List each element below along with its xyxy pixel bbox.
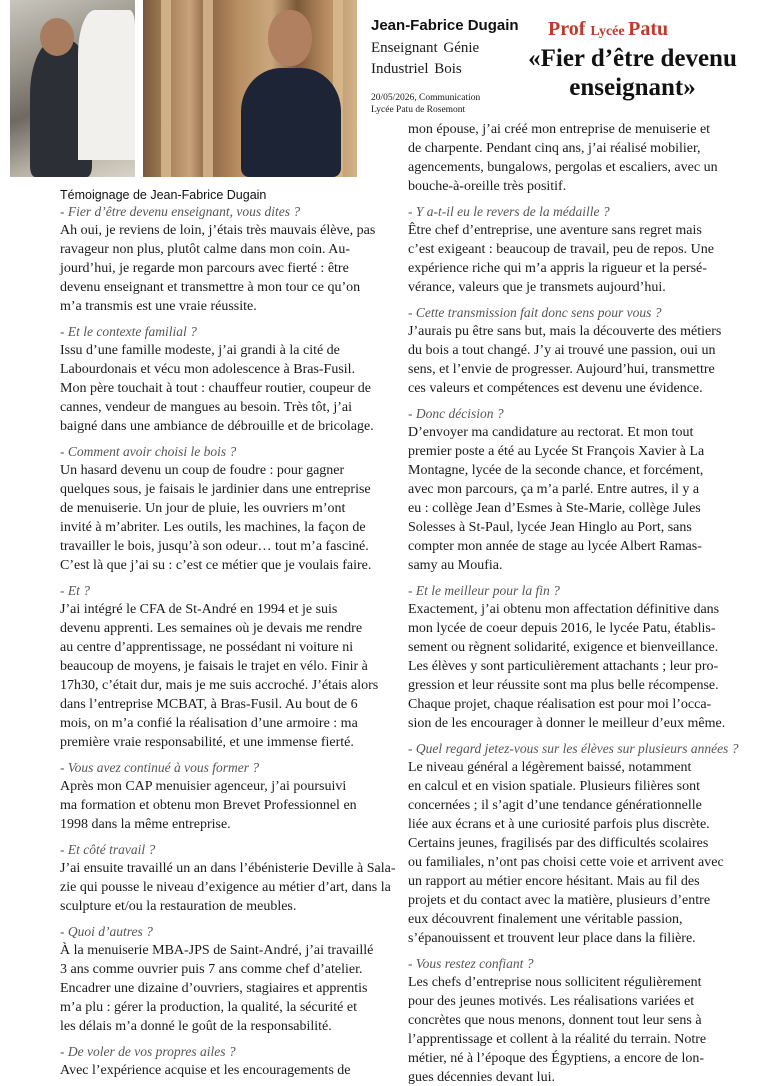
answer-line: dans l’entreprise MCBAT, à Bras-Fusil. Au bout de 6 [60, 697, 358, 712]
answer-line: J’aurais pu être sans but, mais la découverte des métiers [408, 324, 722, 339]
answer-line: J’ai intégré le CFA de St-André en 1994 et je suis [60, 602, 338, 617]
answer-line: au centre d’apprentissage, ne possédant ni voiture ni [60, 640, 354, 655]
answer-line: baigné dans une ambiance de débrouille et de bricolage. [60, 419, 374, 434]
answer-line: les délais m’a donné le goût de la responsabilité. [60, 1019, 332, 1034]
spacer [60, 316, 370, 323]
answer-line: Les élèves y sont particulièrement attachants ; leur pro- [408, 659, 719, 674]
qa-block [60, 923, 374, 1036]
answer-line: projets et du contact avec la matière, plusieurs d’entre [408, 893, 711, 908]
question: - Et le meilleur pour la fin ? [408, 583, 560, 598]
publication-date: 20/05/2026, Communication [371, 93, 481, 103]
answer [60, 1061, 370, 1080]
qa-block [408, 955, 740, 1086]
kicker [548, 18, 748, 41]
answer-line: devenu apprenti. Les semaines où je devais me rendre [60, 621, 363, 636]
answer-line: agencements, bungalows, pergolas et escaliers, avec un [408, 160, 718, 175]
answer-line: beaucoup de moyens, je faisais le trajet en vélo. Finir à [60, 659, 368, 674]
answer-line: concernées ; il s’agit d’une tendance générationnelle [408, 798, 702, 813]
answer [60, 341, 374, 436]
answer-line: 17h30, c’était dur, mais je me suis accroché. J’étais alors [60, 678, 379, 693]
qa-block [60, 759, 370, 834]
answer-line: Ah oui, je reviens de loin, j’étais très mauvais élève, pas [60, 223, 376, 238]
question: - De voler de vos propres ailes ? [60, 1044, 236, 1059]
qa-block [60, 582, 379, 752]
answer-line: mois, on m’a confié la réalisation d’une armoire : ma [60, 716, 358, 731]
answer-line: du bois a tout changé. J’y ai trouvé une passion, oui un [408, 343, 716, 358]
qa-block [60, 841, 396, 916]
question: - Donc décision ? [408, 406, 504, 421]
answer-line: s’épanouissent et trouvent leur place dans la filière. [408, 931, 696, 946]
qa-block [408, 740, 740, 948]
answer [60, 461, 370, 575]
answer [408, 600, 740, 733]
answer-line: ravageur non plus, plutôt calme dans mon coin. Au- [60, 242, 351, 257]
answer-line: de menuiserie. Un jour de pluie, les ouvriers m’ont [60, 501, 346, 516]
answer-line: première vraie responsabilité, et une immense fierté. [60, 735, 354, 750]
author-header [371, 16, 519, 116]
answer-line: gues décennies devant lui. [408, 1070, 555, 1085]
answer-line: Être chef d’entreprise, une aventure sans regret mais [408, 223, 702, 238]
answer [408, 120, 740, 196]
answer-line: Mon père touchait à tout : chauffeur routier, coupeur de [60, 381, 371, 396]
answer-line: eux découvrent finalement une véritable passion, [408, 912, 683, 927]
spacer [60, 436, 370, 443]
person-figure [78, 10, 135, 160]
question: - Y a-t-il eu le revers de la médaille ? [408, 204, 610, 219]
person-figure [241, 68, 341, 177]
answer-line: Après mon CAP menuisier agenceur, j’ai poursuivi [60, 779, 347, 794]
wood-beam [161, 0, 171, 177]
answer-line: mon lycée de coeur depuis 2016, le lycée Patu, établis- [408, 621, 716, 636]
person-head [40, 18, 74, 56]
kicker-part: Patu [628, 18, 669, 40]
question: - Et ? [60, 583, 90, 598]
answer-line: un rapport au métier encore hésitant. Mais au fil des [408, 874, 700, 889]
answer-line: c’est exigeant : beaucoup de travail, peu de repos. Une [408, 242, 714, 257]
answer-line: jourd’hui, je regarde mon parcours avec fierté : être [60, 261, 349, 276]
spacer [60, 834, 370, 841]
answer-line: pour des jeunes motivés. Les réalisations variées et [408, 994, 695, 1009]
author-role [371, 38, 516, 80]
answer-line: mon épouse, j’ai créé mon entreprise de menuiserie et [408, 122, 711, 137]
answer [408, 423, 740, 575]
answer-line: invité à m’abriter. Les outils, les machines, la façon de [60, 520, 366, 535]
answer-line: eu : collège Jean d’Esmes à Ste-Marie, collège Jules [408, 501, 701, 516]
teacher-portrait-photo [143, 0, 357, 177]
answer [60, 859, 396, 916]
answer [60, 221, 376, 316]
spacer [408, 398, 740, 405]
article-column-right [408, 120, 740, 1086]
answer-line: D’envoyer ma candidature au rectorat. Et mon tout [408, 425, 694, 440]
answer-line: sion de les encourager à donner le meilleur d’eux même. [408, 716, 726, 731]
publication-meta [371, 92, 516, 116]
answer-line: ou familiales, n’ont pas choisi cette voie et arrivent avec [408, 855, 724, 870]
answer-line: l’apprentissage et collent à la réalité du terrain. Notre [408, 1032, 707, 1047]
answer-line: samy au Moufia. [408, 558, 503, 573]
question: - Cette transmission fait donc sens pour vous ? [408, 305, 662, 320]
answer-line: devenu enseignant et transmettre à mon tour ce qu’on [60, 280, 361, 295]
qa-block [60, 443, 370, 575]
qa-block [60, 323, 374, 436]
answer-line: C’est là que j’ai su : c’est ce métier que je voulais faire. [60, 558, 372, 573]
answer-line: Les chefs d’entreprise nous sollicitent régulièrement [408, 975, 702, 990]
answer-line: ces valeurs et compétences est devenu une évidence. [408, 381, 703, 396]
answer-line: 1998 dans la même entreprise. [60, 817, 231, 832]
workshop-photo [10, 0, 135, 177]
answer-line: gression et leur réussite sont ma plus belle récompense. [408, 678, 719, 693]
answer-line: Chaque projet, chaque réalisation est pour moi l’occa- [408, 697, 712, 712]
answer-line: de charpente. Pendant cinq ans, j’ai réalisé mobilier, [408, 141, 701, 156]
answer-line: avec mon parcours, ça m’a parlé. Entre autres, il y a [408, 482, 700, 497]
question: - Quoi d’autres ? [60, 924, 153, 939]
headline [510, 44, 755, 102]
qa-list [408, 120, 740, 1086]
answer-line: ma formation et obtenu mon Brevet Professionnel en [60, 798, 357, 813]
answer-line: en calcul et en vision spatiale. Plusieurs filières sont [408, 779, 700, 794]
answer-line: 3 ans comme ouvrier puis 7 ans comme chef d’atelier. [60, 962, 363, 977]
spacer [408, 297, 740, 304]
answer-line: bouche-à-oreille très positif. [408, 179, 567, 194]
answer-line: cannes, vendeur de mangues au besoin. Très tôt, j’ai [60, 400, 352, 415]
qa-list [60, 203, 396, 1080]
answer [408, 221, 740, 297]
spacer [408, 196, 740, 203]
qa-block [408, 405, 740, 575]
answer [60, 600, 379, 752]
answer-line: vérance, valeurs que je transmets aujourd’hui. [408, 280, 666, 295]
question: - Comment avoir choisi le bois ? [60, 444, 237, 459]
answer-line: m’a plu : gérer la production, la qualité, la sécurité et [60, 1000, 357, 1015]
answer-line: sculpture et/ou la restauration de meubles. [60, 899, 297, 914]
author-role-line: Industriel Bois [371, 61, 462, 77]
author-role-line: Enseignant Génie [371, 40, 480, 56]
wood-beam [203, 0, 213, 177]
answer [408, 973, 740, 1086]
answer-line: Labourdonais et vécu mon adolescence à Bras-Fusil. [60, 362, 356, 377]
question: - Quel regard jetez-vous sur les élèves sur plusieurs années ? [408, 741, 739, 756]
answer-line: métier, né à l’époque des Égyptiens, a encore de lon- [408, 1051, 705, 1066]
spacer [408, 575, 740, 582]
person-head [268, 10, 312, 66]
answer [60, 777, 370, 834]
spacer [60, 752, 370, 759]
answer-line: quelques sous, je faisais le jardinier dans une entreprise [60, 482, 371, 497]
answer-line: sens, et l’envie de progresser. Aujourd’hui, transmettre [408, 362, 715, 377]
article-intro: Témoignage de Jean-Fabrice Dugain [60, 188, 267, 202]
kicker-part: Lycée [590, 24, 629, 39]
publication-source: Lycée Patu de Rosemont [371, 105, 466, 115]
question: - Et côté travail ? [60, 842, 156, 857]
article-column-left [60, 188, 396, 1080]
question: - Fier d’être devenu enseignant, vous dites ? [60, 204, 301, 219]
qa-block [408, 203, 740, 297]
spacer [60, 1036, 370, 1043]
spacer [408, 733, 740, 740]
answer-line: liée aux écrans et à une curiosité parfois plus discrète. [408, 817, 710, 832]
headline-line: «Fier d’être devenu [528, 45, 737, 72]
answer-line: travailler le bois, jusqu’à son odeur… tout m’a fasciné. [60, 539, 369, 554]
headline-line: enseignant» [569, 74, 696, 101]
question: - Vous avez continué à vous former ? [60, 760, 260, 775]
answer-line: À la menuiserie MBA-JPS de Saint-André, j’ai travaillé [60, 943, 374, 958]
spacer [60, 916, 370, 923]
answer-line: Solesses à St-Paul, lycée Jean Hinglo au Port, sans [408, 520, 692, 535]
qa-block [60, 203, 376, 316]
answer [408, 322, 740, 398]
answer-line: Un hasard devenu un coup de foudre : pour gagner [60, 463, 345, 478]
answer-line: expérience riche qui m’a appris la rigueur et la persé- [408, 261, 707, 276]
answer-line: compter mon année de stage au lycée Albert Ramas- [408, 539, 702, 554]
answer [60, 941, 374, 1036]
spacer [408, 948, 740, 955]
answer-line: Issu d’une famille modeste, j’ai grandi à la cité de [60, 343, 340, 358]
qa-block [60, 1043, 370, 1080]
answer-line: J’ai ensuite travaillé un an dans l’ébénisterie Deville à Sala- [60, 861, 396, 876]
answer-line: Le niveau général a légèrement baissé, notamment [408, 760, 692, 775]
answer-line: Certains jeunes, fragilisés par des difficultés scolaires [408, 836, 709, 851]
question: - Vous restez confiant ? [408, 956, 534, 971]
spacer [60, 575, 370, 582]
answer-line: sement ou règnent solidarité, exigence et bienveillance. [408, 640, 719, 655]
answer-line: m’a transmis est une vraie réussite. [60, 299, 257, 314]
answer-line: Exactement, j’ai obtenu mon affectation définitive dans [408, 602, 720, 617]
question: - Et le contexte familial ? [60, 324, 197, 339]
answer [408, 758, 740, 948]
qa-block [408, 120, 740, 196]
answer-line: premier poste a été au Lycée St François Xavier à La [408, 444, 705, 459]
answer-line: Encadrer une dizaine d’ouvriers, stagiaires et apprentis [60, 981, 368, 996]
answer-line: Montagne, lycée de la seconde chance, et forcément, [408, 463, 704, 478]
author-name: Jean-Fabrice Dugain [371, 17, 519, 34]
qa-block [408, 304, 740, 398]
kicker-part: Prof [548, 18, 591, 40]
answer-line: concrètes que nous menons, donnent tout leur sens à [408, 1013, 702, 1028]
answer-line: zie qui pousse le niveau d’exigence au métier d’art, dans la [60, 880, 391, 895]
answer-line: Avec l’expérience acquise et les encouragements de [60, 1063, 351, 1078]
qa-block [408, 582, 740, 733]
